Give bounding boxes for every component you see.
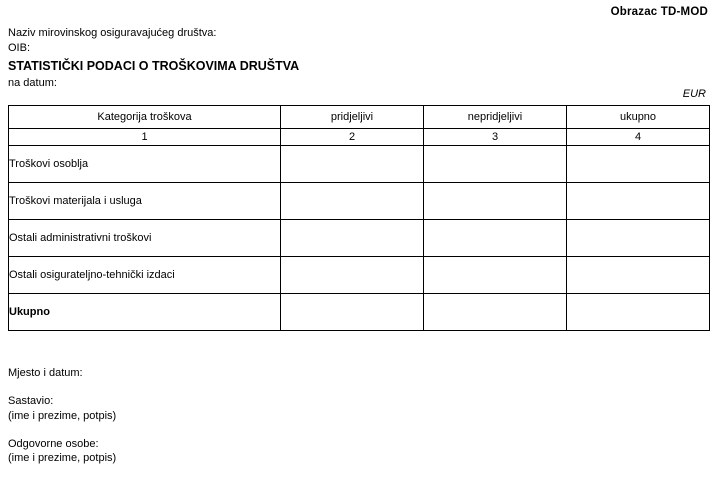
responsible-persons-hint: (ime i prezime, potpis) (8, 452, 117, 465)
table-column-number-row (9, 129, 710, 146)
currency-label: EUR (682, 88, 706, 100)
company-name-label: Naziv mirovinskog osiguravajućeg društva: (8, 27, 217, 39)
column-header-total: ukupno (567, 106, 710, 129)
oib-label: OIB: (8, 41, 31, 54)
cell-material-services-non-allocable[interactable] (424, 183, 567, 220)
table-header-row (9, 106, 710, 129)
cell-material-services-total[interactable] (567, 183, 710, 220)
row-label-other-administrative-costs: Ostali administrativni troškovi (9, 220, 281, 257)
cell-other-administrative-total[interactable] (567, 220, 710, 257)
column-number-1: 1 (9, 129, 281, 146)
date-label: na datum: (8, 76, 57, 89)
responsible-persons-label: Odgovorne osobe: (8, 437, 99, 450)
column-header-category: Kategorija troškova (9, 106, 281, 129)
column-number-2: 2 (281, 129, 424, 146)
row-label-total: Ukupno (9, 294, 281, 331)
cell-other-technical-total[interactable] (567, 257, 710, 294)
cell-material-services-allocable[interactable] (281, 183, 424, 220)
document-header (8, 26, 299, 90)
table-row (9, 183, 710, 220)
column-header-allocable: pridjeljivi (281, 106, 424, 129)
prepared-by-hint: (ime i prezime, potpis) (8, 409, 117, 422)
cell-staff-costs-total[interactable] (567, 146, 710, 183)
cell-total-total[interactable] (567, 294, 710, 331)
cost-statistics-table (8, 105, 710, 331)
cell-staff-costs-non-allocable[interactable] (424, 146, 567, 183)
cell-other-technical-non-allocable[interactable] (424, 257, 567, 294)
table-row (9, 257, 710, 294)
table-row-total (9, 294, 710, 331)
row-label-other-technical-expenses: Ostali osigurateljno-tehnički izdaci (9, 257, 281, 294)
table-row (9, 146, 710, 183)
form-code: Obrazac TD-MOD (610, 6, 708, 18)
column-number-4: 4 (567, 129, 710, 146)
cell-staff-costs-allocable[interactable] (281, 146, 424, 183)
cell-total-non-allocable[interactable] (424, 294, 567, 331)
place-and-date-label: Mjesto i datum: (8, 367, 83, 379)
cell-total-allocable[interactable] (281, 294, 424, 331)
column-number-3: 3 (424, 129, 567, 146)
table-row (9, 220, 710, 257)
prepared-by-label: Sastavio: (8, 394, 54, 407)
row-label-staff-costs: Troškovi osoblja (9, 146, 281, 183)
cell-other-administrative-non-allocable[interactable] (424, 220, 567, 257)
row-label-material-services-costs: Troškovi materijala i usluga (9, 183, 281, 220)
cell-other-technical-allocable[interactable] (281, 257, 424, 294)
document-footer (8, 366, 116, 466)
column-header-non-allocable: nepridjeljivi (424, 106, 567, 129)
page-title: STATISTIČKI PODACI O TROŠKOVIMA DRUŠTVA (8, 58, 300, 73)
cell-other-administrative-allocable[interactable] (281, 220, 424, 257)
